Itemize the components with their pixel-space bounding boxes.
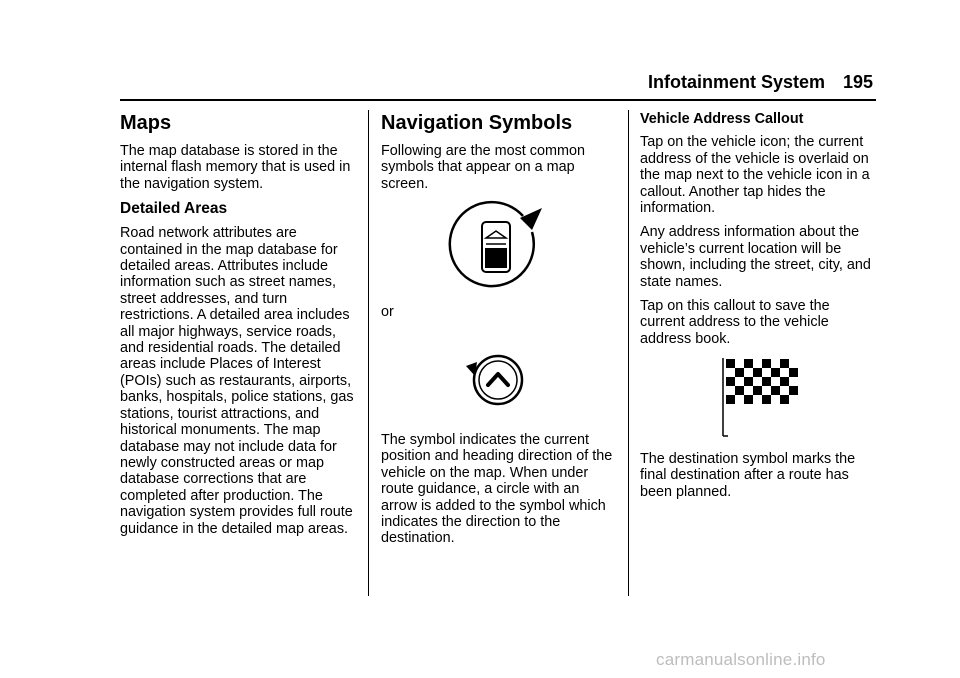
flag-check xyxy=(780,359,789,368)
or-label: or xyxy=(381,304,394,320)
flag-check xyxy=(789,368,798,377)
paragraph: The symbol indicates the current position and heading direction of the vehicle on the map. When under route guidance, a circle with an arrow is added to the symbol which indicates the direction to the destination. xyxy=(381,432,613,547)
column-vehicle-address xyxy=(640,111,878,355)
flag-check xyxy=(753,386,762,395)
flag-check xyxy=(744,359,753,368)
flag-check xyxy=(735,386,744,395)
flag-check xyxy=(762,395,771,404)
running-header-title: Infotainment System xyxy=(648,72,826,92)
paragraph: Tap on the vehicle icon; the current address of the vehicle is overlaid on the map next to the vehicle icon in a callout. Another tap hides the information. xyxy=(640,134,870,217)
flag-check xyxy=(789,386,798,395)
flag-check xyxy=(726,377,735,386)
flag-check xyxy=(771,386,780,395)
paragraph: The map database is stored in the internal flash memory that is used in the navigation system. xyxy=(120,143,351,192)
flag-check xyxy=(762,359,771,368)
paragraph: Following are the most common symbols that appear on a map screen. xyxy=(381,143,585,192)
page-number: 195 xyxy=(843,72,874,92)
paragraph: Road network attributes are contained in the map database for detailed areas. Attributes include information such as street names, street addresses, and turn restrictions. A detailed area includes all major highways, service roads, and residential roads. The detailed areas include Places of Interest (POIs) such as restaurants, airports, banks, hospitals, police stations, gas stations, tourist attractions, and historical monuments. The map database may not include data for newly constructed areas or map database corrections that are completed after production. The navigation system provides full route guidance in the detailed map areas. xyxy=(120,225,354,537)
column-navigation-symbols-body xyxy=(381,432,617,555)
header-rule xyxy=(120,99,876,101)
flag-check xyxy=(753,368,762,377)
flag-check xyxy=(762,377,771,386)
paragraph: Any address information about the vehicle’s current location will be shown, including the street, city, and state names. xyxy=(640,224,871,290)
column-divider xyxy=(368,110,369,596)
heading-vehicle-address-callout: Vehicle Address Callout xyxy=(640,111,804,127)
or-label-wrap xyxy=(381,304,617,328)
flag-check xyxy=(771,368,780,377)
flag-check xyxy=(744,377,753,386)
column-vehicle-address-foot xyxy=(640,451,878,508)
flag-check xyxy=(744,395,753,404)
heading-direction-symbol-icon xyxy=(462,352,528,408)
flag-check xyxy=(735,368,744,377)
watermark: carmanualsonline.info xyxy=(656,650,826,669)
subheading-detailed-areas: Detailed Areas xyxy=(120,200,228,218)
column-navigation-symbols xyxy=(381,112,617,200)
flag-check xyxy=(726,395,735,404)
paragraph: Tap on this callout to save the current address to the vehicle address book. xyxy=(640,298,830,347)
flag-check xyxy=(726,359,735,368)
flag-check xyxy=(780,377,789,386)
column-maps xyxy=(120,112,358,545)
column-divider xyxy=(628,110,629,596)
flag-check xyxy=(780,395,789,404)
paragraph: The destination symbol marks the final destination after a route has been planned. xyxy=(640,451,856,500)
vehicle-position-symbol-icon xyxy=(448,200,544,296)
destination-flag-icon xyxy=(718,356,802,438)
section-heading-navigation-symbols: Navigation Symbols xyxy=(381,112,573,134)
section-heading-maps: Maps xyxy=(120,112,172,134)
